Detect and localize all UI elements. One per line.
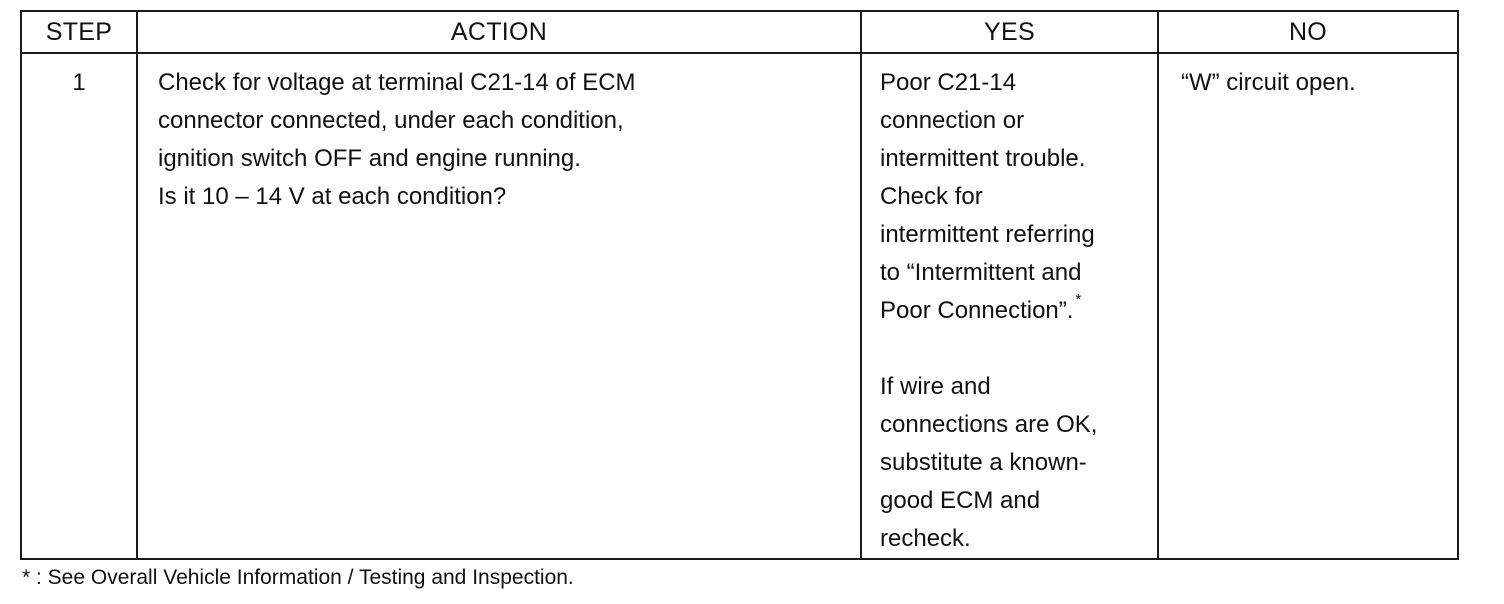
- yes-line: Poor Connection”.: [880, 297, 1074, 324]
- yes-line-with-ref: [880, 292, 1149, 330]
- yes-line: recheck.: [880, 525, 971, 552]
- action-line: Check for voltage at terminal C21-14 of ECM: [158, 69, 636, 96]
- yes-line: intermittent trouble.: [880, 145, 1086, 172]
- action-line: ignition switch OFF and engine running.: [158, 145, 581, 172]
- yes-line: connection or: [880, 107, 1025, 134]
- yes-line: connections are OK,: [880, 411, 1098, 438]
- header-action: ACTION: [137, 11, 861, 53]
- yes-cell: [861, 53, 1158, 559]
- header-yes: YES: [861, 11, 1158, 53]
- no-line: “W” circuit open.: [1181, 69, 1356, 96]
- footnote: * : See Overall Vehicle Information / Testing and Inspection.: [22, 566, 574, 589]
- header-step: STEP: [21, 11, 137, 53]
- action-line: connector connected, under each condition,: [158, 107, 624, 134]
- table-header: [21, 11, 1458, 53]
- yes-line: substitute a known-: [880, 449, 1087, 476]
- paragraph-gap: [880, 330, 1149, 368]
- diagnostic-table: [20, 10, 1459, 560]
- no-cell: [1158, 53, 1458, 559]
- yes-line: Check for: [880, 183, 983, 210]
- yes-line: If wire and: [880, 373, 991, 400]
- yes-line: good ECM and: [880, 487, 1041, 514]
- table-body: [21, 53, 1458, 559]
- action-line: Is it 10 – 14 V at each condition?: [158, 183, 507, 210]
- header-no: NO: [1158, 11, 1458, 53]
- reference-mark: *: [1075, 291, 1082, 308]
- yes-line: intermittent referring: [880, 221, 1095, 248]
- header-row: [21, 11, 1458, 53]
- action-cell: [137, 53, 861, 559]
- step-number: 1: [21, 53, 137, 559]
- yes-line: to “Intermittent and: [880, 259, 1082, 286]
- table-row: [21, 53, 1458, 559]
- yes-line: Poor C21-14: [880, 69, 1017, 96]
